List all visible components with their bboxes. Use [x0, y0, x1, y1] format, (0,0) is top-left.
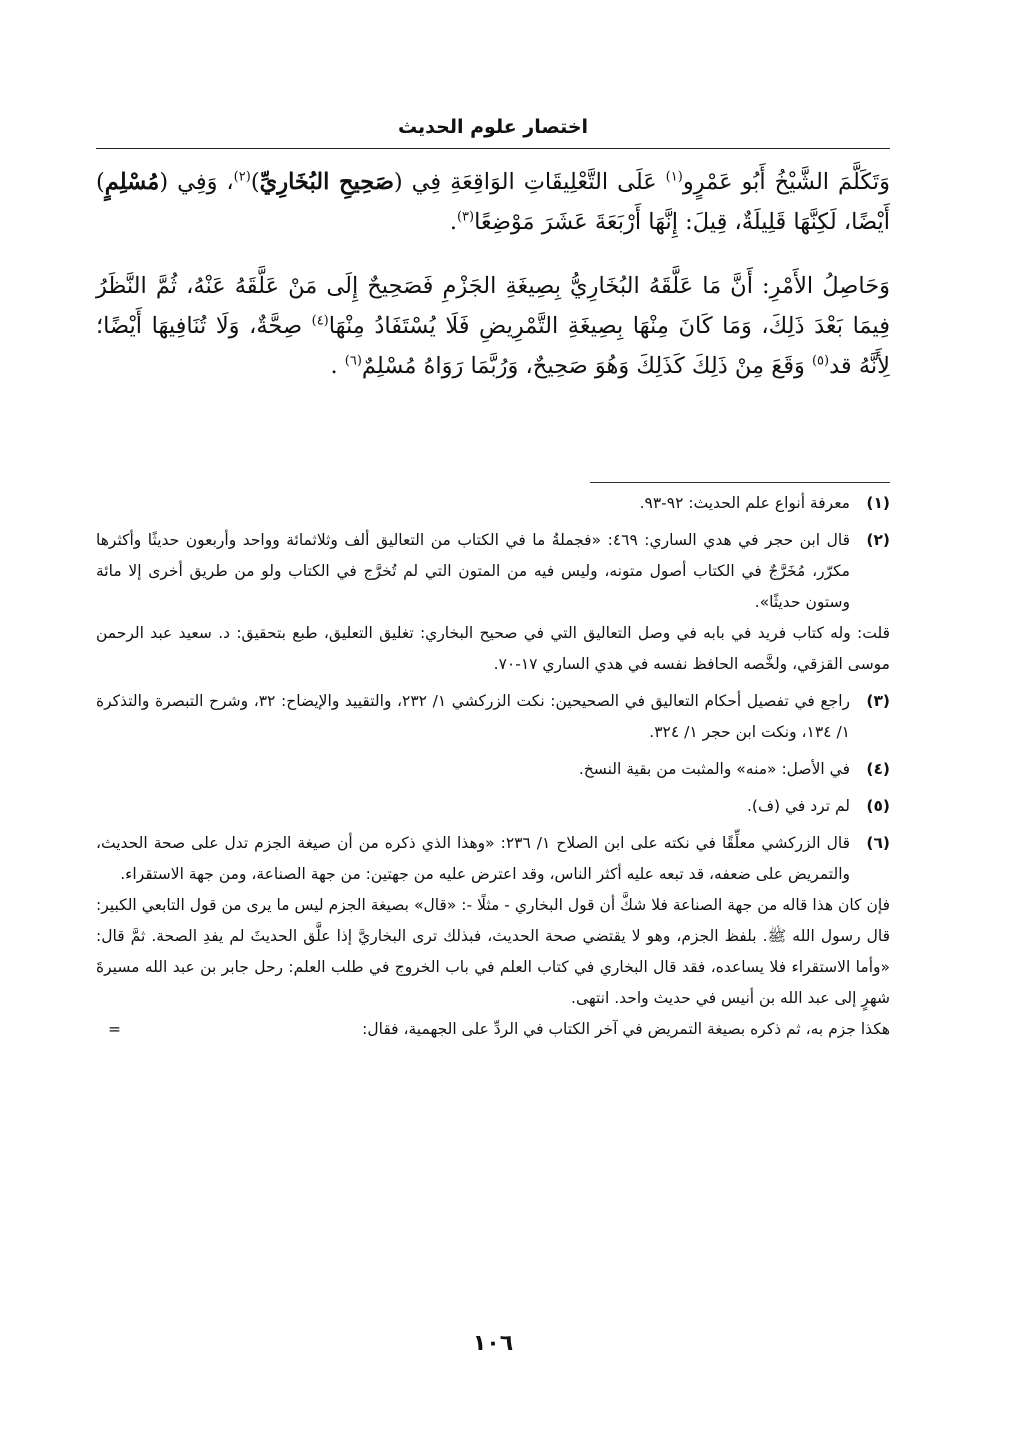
footnote-1: [96, 488, 890, 519]
footnote-text: قال الزركشي معلِّقًا في نكته على ابن الصلاح ١/ ٢٣٦: «وهذا الذي ذكره من أن صيغة الجزم تدل على صحة الحديث، والتمريض على ضعفه، قد تبعه عليه أكثر الناس، وقد اعترض عليه من جهتين: من جهة الصناعة، ومن جهة الاستقراء.: [96, 834, 850, 883]
footnote-ref-1: (١): [665, 169, 683, 185]
footnote-last-line: [96, 1014, 890, 1045]
footnote-number: (٦): [866, 834, 890, 852]
footnote-4: [96, 754, 890, 785]
footnote-text: فإن كان هذا قاله من جهة الصناعة فلا شكَّ أن قول البخاري - مثلًا -: «قال» بصيغة الجزم ليس ما يرى من قول التابعي الكبير: قال رسول الله ﷺ. بلفظ الجزم، وهو لا يقتضي صحة الحديث، فبذلك ترى البخاريَّ إذا علَّق الحديثَ لم يفدِ الصحة. ثمَّ قال: «وأما الاستقراء فلا يساعده، فقد قال البخاري في كتاب العلم في باب الخروج في طلب العلم: رحل جابر بن عبد الله مسيرةَ شهرٍ إلى عبد الله بن أنيس في حديث واحد. انتهى.: [96, 896, 890, 1007]
footnote-ref-2: (٢): [233, 169, 251, 185]
footnote-2: [96, 525, 890, 680]
footnote-number: (٥): [866, 797, 890, 815]
footnote-number: (٢): [866, 531, 890, 549]
footnote-ref-3: (٣): [456, 209, 475, 225]
footnote-ref-5: (٥): [811, 353, 830, 369]
footnote-text: لم ترد في (ف).: [746, 797, 850, 815]
continuation-mark: =: [108, 1020, 121, 1038]
footnote-3: [96, 686, 890, 748]
footnote-ref-4: (٤): [311, 313, 329, 329]
footnotes: [96, 488, 890, 1051]
footnote-ref-6: (٦): [344, 353, 362, 369]
main-paragraph-2: وَحَاصِلُ الأَمْرِ: أَنَّ مَا عَلَّقَهُ البُخَارِيُّ بِصِيغَةِ الجَزْمِ فَصَحِيحٌ إِلَى مَنْ عَلَّقَهُ عَنْهُ، ثُمَّ النَّظَرُ فِيمَا بَعْدَ ذَلِكَ، وَمَا كَانَ مِنْهَا بِصِيغَةِ التَّمْرِيضِ فَلَا يُسْتَفَادُ مِنْهَا$^{(٤)}$ صِحَّةٌ، وَلَا تُنَافِيهَا أَيْضًا؛ لِأَنَّهُ قد$^{(٥)}$ وَقَعَ مِنْ ذَلِكَ كَذَلِكَ وَهُوَ صَحِيحٌ، وَرُبَّمَا رَوَاهُ مُسْلِمٌ$^{(٦)}$ .: [96, 273, 890, 379]
footnote-5: [96, 791, 890, 822]
footnote-text: راجع في تفصيل أحكام التعاليق في الصحيحين: نكت الزركشي ١/ ٢٣٢، والتقييد والإيضاح: ٣٢، وشرح التبصرة والتذكرة ١/ ١٣٤، ونكت ابن حجر ١/ ٣٢٤.: [96, 692, 850, 741]
footnote-text: في الأصل: «منه» والمثبت من بقية النسخ.: [578, 760, 850, 778]
book-title-muslim: مُسْلِمٍ: [104, 169, 160, 195]
footnote-text: قال ابن حجر في هدي الساري: ٤٦٩: «فجملةُ ما في الكتاب من التعاليق ألف وثلاثمائة وواحد وأربعون حديثًا وأكثرها مكرّر، مُخَرَّجٌ في الكتاب أصول متونه، وليس فيه من المتون التي لم تُخرَّج في الكتاب ولو من طريق أخرى إلا مائة وستون حديثًا».: [96, 531, 850, 611]
footnote-text: قلت: وله كتاب فريد في بابه في وصل التعاليق التي في صحيح البخاري: تغليق التعليق، طبع بتحقيق: د. سعيد عبد الرحمن موسى القزقي، ولخَّصه الحافظ نفسه في هدي الساري ١٧-٧٠.: [96, 624, 890, 673]
footnote-number: (١): [866, 494, 890, 512]
running-header: اختصار علوم الحديث: [397, 116, 589, 138]
footnote-text: معرفة أنواع علم الحديث: ٩٢-٩٣.: [639, 494, 850, 512]
book-title-bukhari: صَحِيحِ البُخَارِيِّ: [259, 169, 394, 195]
header-rule: [96, 148, 890, 149]
main-paragraph-1: وَتَكَلَّمَ الشَّيْخُ أَبُو عَمْرٍو$^{(١)}$ عَلَى التَّعْلِيقَاتِ الوَاقِعَةِ فِي (صَحِيحِ البُخَارِيِّ)$^{(٢)}$، وَفِي (مُسْلِمٍ) أَيْضًا، لَكِنَّهَا قَلِيلَةٌ، قِيلَ: إِنَّهَا أَرْبَعَةَ عَشَرَ مَوْضِعًا$^{(٣)}$.: [96, 169, 890, 235]
footnote-separator: [590, 482, 890, 483]
page-number: ١٠٦: [472, 1331, 514, 1356]
footnote-6: [96, 828, 890, 1045]
main-text: [96, 162, 890, 386]
footnote-number: (٣): [866, 692, 890, 710]
footnote-number: (٤): [866, 760, 890, 778]
book-page: [96, 100, 890, 1400]
footnote-text: هكذا جزم به، ثم ذكره بصيغة التمريض في آخر الكتاب في الردِّ على الجهمية، فقال:: [362, 1020, 890, 1038]
